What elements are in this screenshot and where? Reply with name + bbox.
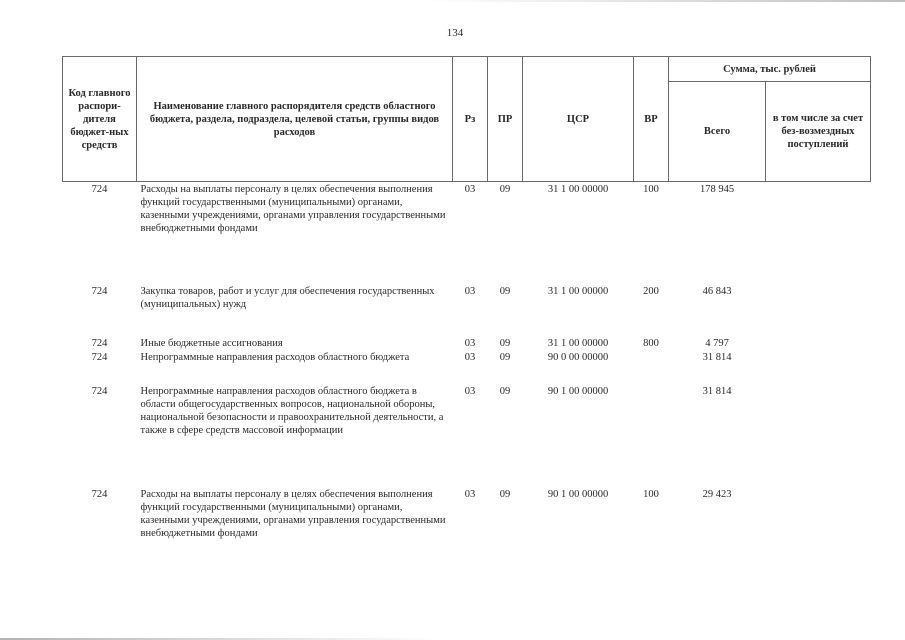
row-rz: 03 xyxy=(464,351,476,363)
row-csr: 90 0 00 00000 xyxy=(547,351,609,363)
row-name: Расходы на выплаты персоналу в целях обеспечения выполнения функций государственными (муниципальными) органами, казенными учреждениями, органами управления государственными внебюджетными фондами xyxy=(140,184,446,234)
header-rz: Рз xyxy=(453,57,488,182)
row-csr: 90 1 00 00000 xyxy=(547,488,609,500)
row-pr: 09 xyxy=(499,184,511,195)
row-total: 31 814 xyxy=(702,385,732,397)
row-vr xyxy=(634,385,669,488)
row-vr: 100 xyxy=(643,184,659,195)
header-sum-group: Сумма, тыс. рублей xyxy=(669,57,871,82)
table-body xyxy=(63,182,871,588)
row-incl xyxy=(766,182,871,285)
row-vr: 100 xyxy=(643,488,659,500)
row-pr: 09 xyxy=(499,337,511,349)
table-row xyxy=(63,182,871,285)
row-rz: 03 xyxy=(464,488,476,500)
row-code: 724 xyxy=(91,351,108,363)
row-code: 724 xyxy=(91,184,108,195)
budget-table xyxy=(62,56,871,588)
table-row xyxy=(63,385,871,488)
row-code: 724 xyxy=(91,337,108,349)
scan-edge-top xyxy=(425,0,905,2)
row-rz: 03 xyxy=(464,337,476,349)
table-row xyxy=(63,488,871,588)
row-name: Непрограммные направления расходов областного бюджета в области общегосударственных вопросов, национальной обороны, национальной безопасности и правоохранительной деятельности, а также в сфере средств массовой информации xyxy=(140,385,444,436)
table-row xyxy=(63,337,871,351)
header-incl: в том числе за счет без-возмездных поступлений xyxy=(766,82,871,182)
row-pr: 09 xyxy=(499,285,511,297)
row-name: Расходы на выплаты персоналу в целях обеспечения выполнения функций государственными (муниципальными) органами, казенными учреждениями, органами управления государственными внебюджетными фондами xyxy=(140,488,446,539)
header-vr: ВР xyxy=(634,57,669,182)
row-total: 31 814 xyxy=(702,351,732,363)
row-rz: 03 xyxy=(464,184,476,195)
header-name: Наименование главного распорядителя средств областного бюджета, раздела, подраздела, целевой статьи, группы видов расходов xyxy=(137,57,453,182)
header-code: Код главного распори-дителя бюджет-ных средств xyxy=(63,57,137,182)
row-incl xyxy=(766,385,871,488)
row-incl xyxy=(766,285,871,337)
row-incl xyxy=(766,351,871,385)
row-rz: 03 xyxy=(464,385,476,397)
row-incl xyxy=(766,337,871,351)
row-csr: 31 1 00 00000 xyxy=(547,184,609,195)
row-rz: 03 xyxy=(464,285,476,297)
row-total: 29 423 xyxy=(702,488,732,500)
header-pr: ПР xyxy=(488,57,523,182)
page-number: 134 xyxy=(446,27,464,39)
row-csr: 31 1 00 00000 xyxy=(547,285,609,297)
row-csr: 31 1 00 00000 xyxy=(547,337,609,349)
table-header xyxy=(63,57,871,182)
row-code: 724 xyxy=(91,488,108,500)
row-total: 46 843 xyxy=(702,285,732,297)
row-vr xyxy=(634,351,669,385)
row-vr: 800 xyxy=(643,337,659,349)
row-vr: 200 xyxy=(643,285,659,297)
header-csr: ЦСР xyxy=(523,57,634,182)
table-row xyxy=(63,285,871,337)
row-total: 4 797 xyxy=(705,337,729,349)
row-pr: 09 xyxy=(499,351,511,363)
row-pr: 09 xyxy=(499,385,511,397)
row-total: 178 945 xyxy=(699,184,735,195)
row-name: Иные бюджетные ассигнования xyxy=(140,337,283,349)
header-total: Всего xyxy=(669,82,766,182)
row-code: 724 xyxy=(91,285,108,297)
row-incl xyxy=(766,488,871,588)
row-name: Непрограммные направления расходов областного бюджета xyxy=(140,351,410,363)
row-name: Закупка товаров, работ и услуг для обеспечения государственных (муниципальных) нужд xyxy=(140,285,435,310)
row-code: 724 xyxy=(91,385,108,397)
table-row xyxy=(63,351,871,385)
row-csr: 90 1 00 00000 xyxy=(547,385,609,397)
row-pr: 09 xyxy=(499,488,511,500)
